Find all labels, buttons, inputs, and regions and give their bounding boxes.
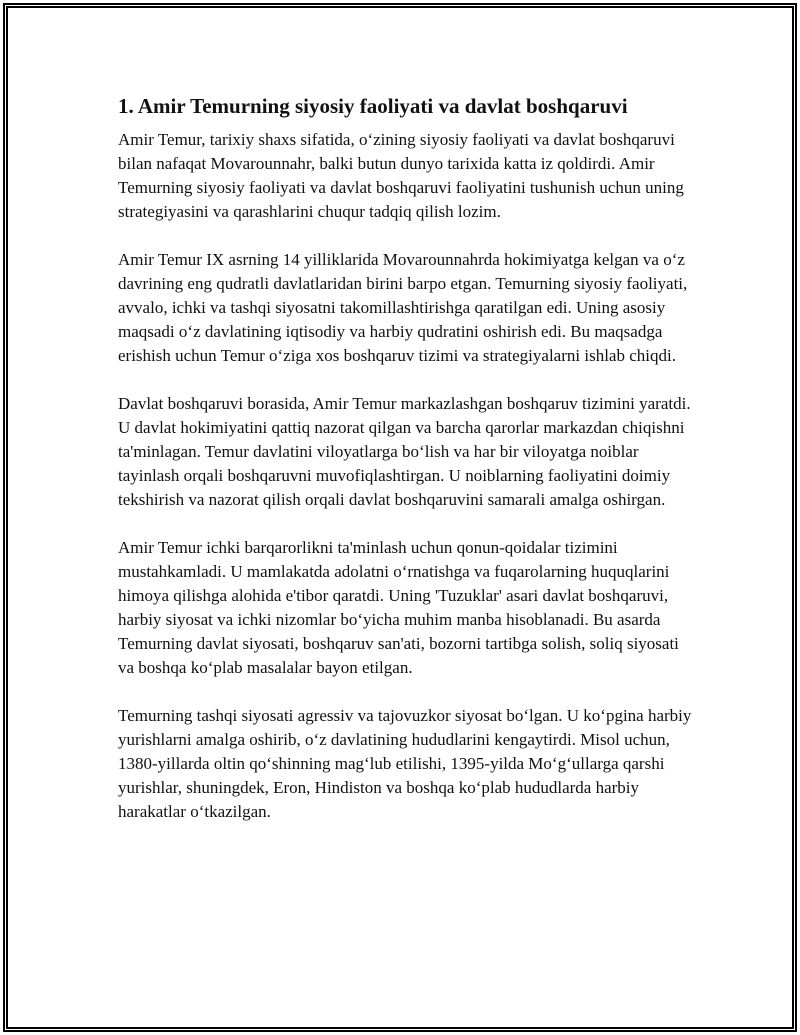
paragraph-3: Davlat boshqaruvi borasida, Amir Temur markazlashgan boshqaruv tizimini yaratdi. U davlat hokimiyatini qattiq nazorat qilgan va barcha qarorlar markazdan chiqishni ta'minlagan. Temur davlatini viloyatlarga bo‘lish va har bir viloyatga noiblar tayinlash orqali boshqaruvni muvofiqlashtirgan. U noiblarning faoliyatini doimiy tekshirish va nazorat qilish orqali davlat boshqaruvini samarali amalga oshirgan.	[118, 394, 691, 509]
paragraph-2: Amir Temur IX asrning 14 yilliklarida Movarounnahrda hokimiyatga kelgan va o‘z davrining eng qudratli davlatlaridan birini barpo etgan. Temurning siyosiy faoliyati, avvalo, ichki va tashqi siyosatni takomillashtirishga qaratilgan edi. Uning asosiy maqsadi o‘z davlatining iqtisodiy va harbiy qudratini oshirish edi. Bu maqsadga erishish uchun Temur o‘ziga xos boshqaruv tizimi va strategiyalarni ishlab chiqdi.	[118, 250, 688, 365]
document-body	[118, 92, 698, 848]
paragraph-5: Temurning tashqi siyosati agressiv va tajovuzkor siyosat bo‘lgan. U ko‘pgina harbiy yurishlarni amalga oshirib, o‘z davlatining hududlarini kengaytirdi. Misol uchun, 1380-yillarda oltin qo‘shinning mag‘lub etilishi, 1395-yilda Mo‘g‘ullarga qarshi yurishlar, shuningdek, Eron, Hindiston va boshqa ko‘plab hududlarda harbiy harakatlar o‘tkazilgan.	[118, 706, 692, 821]
section-heading: 1. Amir Temurning siyosiy faoliyati va davlat boshqaruvi	[118, 94, 628, 118]
paragraph-4: Amir Temur ichki barqarorlikni ta'minlash uchun qonun-qoidalar tizimini mustahkamladi. U mamlakatda adolatni o‘rnatishga va fuqarolarning huquqlarini himoya qilishga alohida e'tibor qaratdi. Uning 'Tuzuklar' asari davlat boshqaruvi, harbiy siyosat va ichki nizomlar bo‘yicha muhim manba hisoblanadi. Bu asarda Temurning davlat siyosati, boshqaruv san'ati, bozorni tartibga solish, soliq siyosati va boshqa ko‘plab masalalar bayon etilgan.	[118, 538, 679, 677]
paragraph-1: Amir Temur, tarixiy shaxs sifatida, o‘zining siyosiy faoliyati va davlat boshqaruvi bilan nafaqat Movarounnahr, balki butun dunyo tarixida katta iz qoldirdi. Amir Temurning siyosiy faoliyati va davlat boshqaruvi faoliyatini tushunish uchun uning strategiyasini va qarashlarini chuqur tadqiq qilish lozim.	[118, 130, 684, 221]
